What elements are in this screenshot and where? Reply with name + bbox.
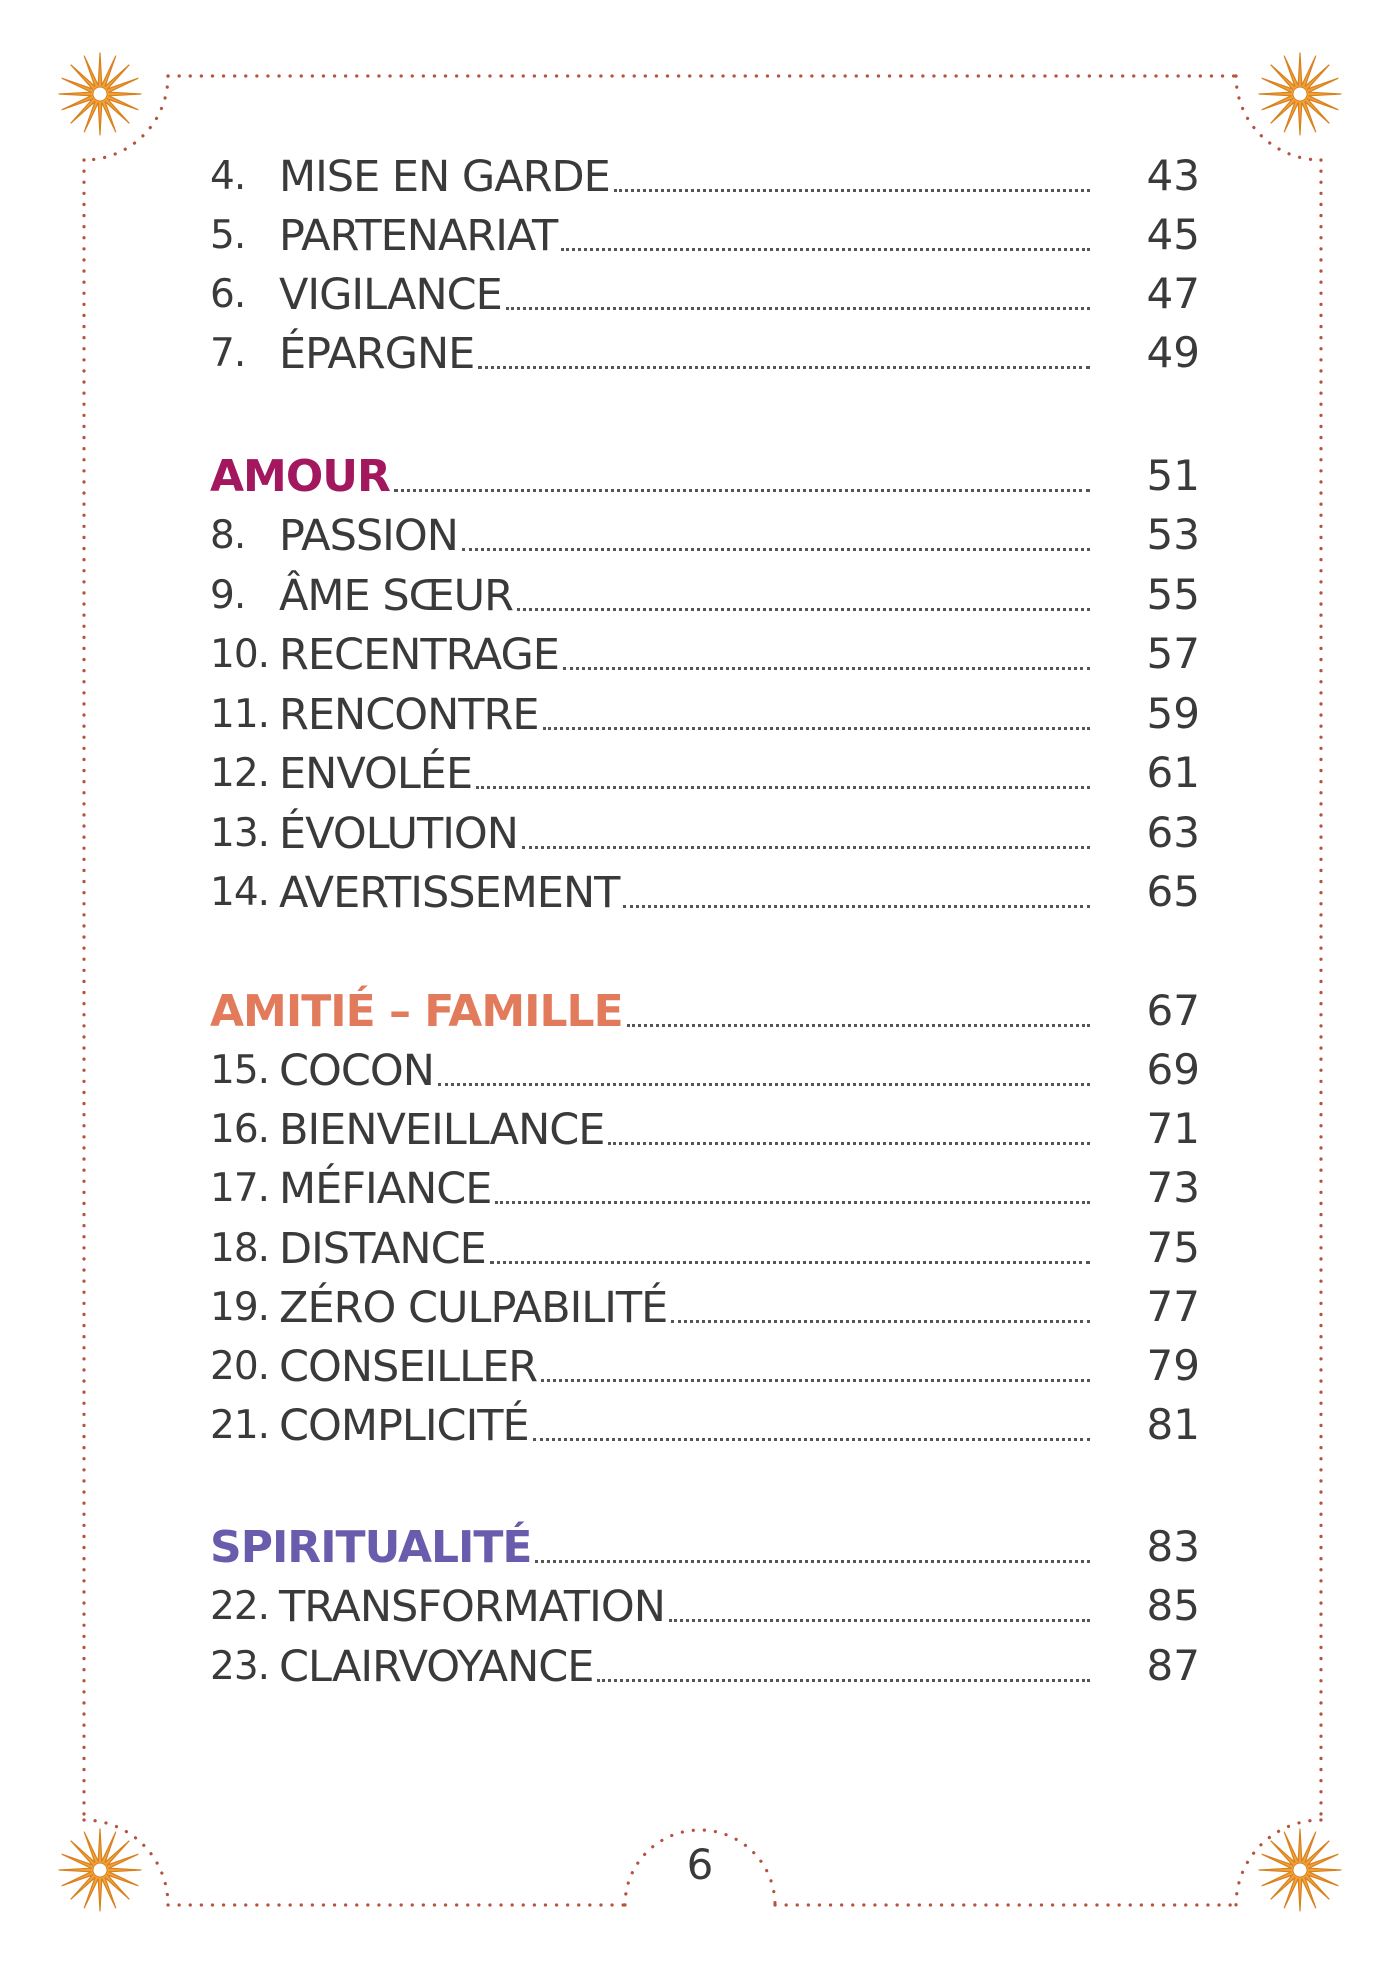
toc-entry[interactable] [210,1154,1200,1214]
toc-entry[interactable] [210,1332,1200,1392]
dot-leader [563,665,1090,670]
toc-entry[interactable] [210,1273,1200,1333]
dot-leader [541,1377,1090,1382]
toc-entry-title [210,1154,1090,1214]
dot-leader [522,844,1090,849]
dot-leader [671,1318,1090,1323]
toc-entry-label: ÉPARGNE [279,329,475,379]
dot-leader [394,487,1090,492]
toc-page-number: 55 [1146,569,1200,619]
toc-entry-title [210,1632,1090,1692]
toc-entry-number: 4. [210,154,246,199]
toc-entry-number: 7. [210,331,246,376]
toc-entry-label: CLAIRVOYANCE [279,1641,594,1692]
toc-entry-title [210,260,1090,320]
dot-leader [608,1140,1090,1145]
table-of-contents [210,0,1200,1961]
toc-entry-label: MÉFIANCE [279,1164,492,1215]
toc-page-number: 59 [1146,688,1200,738]
toc-page-number: 85 [1146,1581,1200,1630]
toc-entry[interactable] [210,858,1200,918]
toc-entry-title [210,1332,1090,1392]
toc-entry-number: 5. [210,213,246,258]
dot-leader [506,305,1090,310]
toc-section-label: SPIRITUALITÉ [210,1522,532,1573]
toc-page-number: 57 [1146,629,1200,678]
toc-entry[interactable] [210,260,1200,320]
toc-entry[interactable] [210,799,1200,859]
toc-entry-label: AVERTISSEMENT [279,868,620,918]
toc-entry-title [210,142,1090,202]
toc-entry-number: 13. [210,810,270,856]
toc-section-amour[interactable] [210,442,1200,502]
toc-entry-title [210,442,1090,502]
dot-leader [561,246,1090,251]
toc-entry[interactable] [210,142,1200,202]
toc-entry-number: 22. [210,1584,270,1629]
toc-entry-number: 8. [210,513,246,558]
toc-page-number: 83 [1146,1522,1200,1571]
toc-entry-number: 12. [210,751,270,796]
toc-entry[interactable] [210,1036,1200,1096]
sunburst-star-icon [1259,53,1341,135]
toc-entry-label: MISE EN GARDE [279,152,610,202]
toc-entry-number: 15. [210,1048,270,1093]
toc-entry-number: 16. [210,1107,270,1153]
toc-page-number: 73 [1146,1163,1200,1213]
dot-leader [490,1259,1090,1264]
toc-page-number: 69 [1146,1045,1200,1094]
dot-leader [495,1199,1090,1204]
sunburst-star-icon [1259,1829,1341,1911]
dot-leader [627,1022,1090,1027]
toc-entry-title [210,201,1090,261]
toc-entry-title [210,977,1090,1037]
toc-entry[interactable] [210,1632,1200,1692]
toc-page-number: 67 [1146,986,1200,1035]
toc-entry-title [210,1391,1090,1451]
dot-leader [476,784,1090,789]
toc-entry-label: VIGILANCE [279,270,502,320]
toc-entry-label: CONSEILLER [279,1342,538,1392]
toc-entry-label: DISTANCE [279,1223,486,1274]
toc-entry-title [210,1273,1090,1333]
toc-entry-title [210,561,1090,621]
toc-entry-title [210,1036,1090,1096]
dot-leader [535,1558,1090,1563]
page-number: 6 [686,1840,714,1889]
toc-entry-title [210,319,1090,379]
dot-leader [623,903,1090,908]
toc-entry-title [210,858,1090,918]
toc-entry[interactable] [210,1572,1200,1632]
toc-page-number: 79 [1146,1341,1200,1390]
toc-entry[interactable] [210,620,1200,680]
toc-page-number: 43 [1146,151,1200,200]
toc-entry-number: 9. [210,572,246,618]
toc-entry-title [210,680,1090,740]
sunburst-star-icon [59,1829,141,1911]
toc-entry-label: PASSION [279,511,458,561]
toc-entry-number: 6. [210,272,246,317]
toc-entry-label: ZÉRO CULPABILITÉ [279,1282,668,1333]
toc-page-number: 47 [1146,269,1200,318]
toc-section-amitie-famille[interactable] [210,977,1200,1037]
toc-entry-number: 23. [210,1643,270,1689]
toc-section-label: AMITIÉ – FAMILLE [210,986,623,1037]
toc-entry-number: 14. [210,870,270,915]
toc-entry[interactable] [210,739,1200,799]
toc-entry-label: RECENTRAGE [279,630,559,680]
toc-entry-number: 10. [210,632,270,677]
sunburst-star-icon [59,53,141,135]
toc-entry-label: RENCONTRE [279,689,539,740]
toc-section-spiritualite[interactable] [210,1513,1200,1573]
dot-leader [517,606,1090,611]
toc-entry-label: ENVOLÉE [279,749,473,799]
dot-leader [438,1081,1090,1086]
toc-entry[interactable] [210,1095,1200,1155]
dot-leader [462,546,1090,551]
toc-entry-number: 21. [210,1403,270,1449]
toc-page-number: 87 [1146,1640,1200,1690]
toc-entry-number: 11. [210,691,270,737]
toc-entry[interactable] [210,680,1200,740]
dot-leader [669,1617,1090,1622]
toc-page-number: 71 [1146,1104,1200,1154]
dot-leader [478,364,1090,369]
toc-entry-title [210,799,1090,859]
toc-entry-number: 17. [210,1166,270,1212]
toc-entry-label: COMPLICITÉ [279,1401,529,1452]
toc-entry-title [210,739,1090,799]
toc-page-number: 51 [1146,451,1200,500]
toc-entry-number: 18. [210,1225,270,1271]
toc-entry-title [210,501,1090,561]
toc-entry-title [210,1214,1090,1274]
dot-leader [543,725,1090,730]
toc-entry[interactable] [210,501,1200,561]
toc-page-number: 81 [1146,1400,1200,1450]
toc-page-number: 65 [1146,867,1200,916]
toc-entry-label: ÉVOLUTION [279,808,518,859]
toc-entry-label: PARTENARIAT [279,211,558,261]
toc-entry-number: 19. [210,1284,270,1330]
toc-entry-title [210,1572,1090,1632]
dot-leader [614,187,1090,192]
toc-page-number: 53 [1146,510,1200,559]
toc-entry[interactable] [210,319,1200,379]
toc-entry[interactable] [210,561,1200,621]
toc-entry-title [210,1095,1090,1155]
toc-entry-number: 20. [210,1344,270,1389]
toc-page-number: 63 [1146,807,1200,857]
toc-entry[interactable] [210,201,1200,261]
toc-entry-label: ÂME SŒUR [279,570,514,621]
toc-entry-label: BIENVEILLANCE [279,1105,605,1156]
toc-entry-label: TRANSFORMATION [279,1582,665,1632]
toc-page-number: 61 [1146,748,1200,797]
toc-entry[interactable] [210,1391,1200,1451]
toc-entry-title [210,620,1090,680]
toc-entry-label: COCON [279,1046,434,1096]
toc-page-number: 77 [1146,1281,1200,1331]
toc-entry-title [210,1513,1090,1573]
toc-page-number: 75 [1146,1222,1200,1272]
toc-page-number: 49 [1146,328,1200,377]
dot-leader [533,1436,1090,1441]
toc-section-label: AMOUR [210,451,390,502]
toc-entry[interactable] [210,1214,1200,1274]
dot-leader [597,1677,1090,1682]
toc-page-number: 45 [1146,210,1200,259]
